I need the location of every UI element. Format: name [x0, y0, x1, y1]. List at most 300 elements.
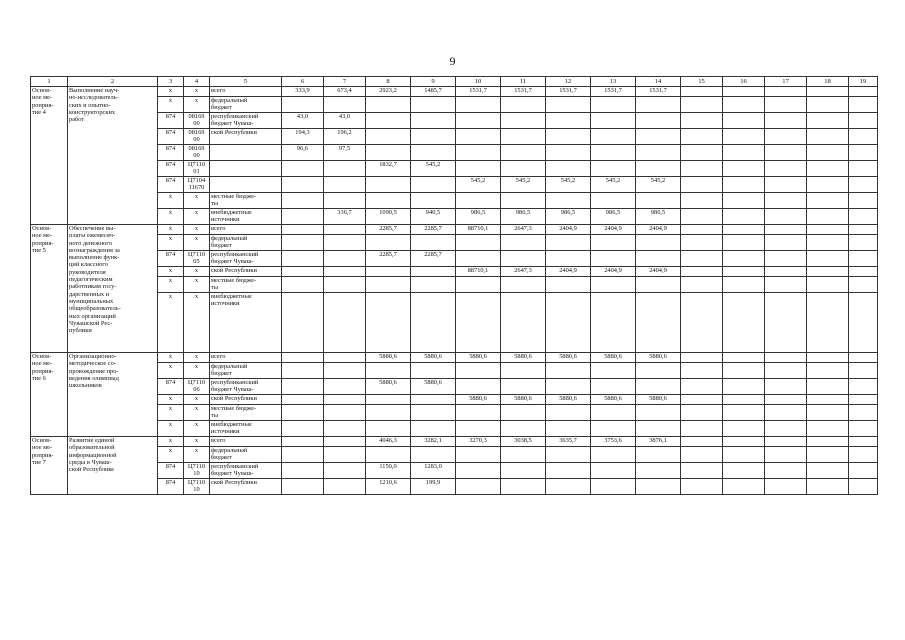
- amount-cell: [765, 235, 807, 251]
- activity-description-cell: Выполнение науч- но-исследователь- ских и опытно- конструкторских работ: [68, 87, 158, 225]
- amount-cell: [723, 251, 765, 267]
- amount-cell: [282, 437, 324, 447]
- column-number-cell: 6: [282, 77, 324, 87]
- target-code-cell: Ц7110 10: [184, 479, 210, 495]
- amount-cell: [324, 97, 366, 113]
- amount-cell: [723, 129, 765, 145]
- activity-number-cell: Основ- ное ме- роприя- тие 4: [31, 87, 68, 225]
- target-code-cell: Ц7110 06: [184, 379, 210, 395]
- amount-cell: [324, 277, 366, 293]
- amount-cell: 986,5: [501, 209, 546, 225]
- amount-cell: [807, 447, 849, 463]
- amount-cell: [849, 293, 878, 353]
- page-number: 9: [449, 54, 456, 68]
- amount-cell: [456, 463, 501, 479]
- amount-cell: [765, 87, 807, 97]
- ministry-code-cell: x: [158, 421, 184, 437]
- amount-cell: 5880,6: [501, 353, 546, 363]
- amount-cell: [456, 447, 501, 463]
- table-row: [31, 363, 878, 379]
- amount-cell: [282, 209, 324, 225]
- amount-cell: [681, 177, 723, 193]
- amount-cell: [807, 129, 849, 145]
- amount-cell: 1485,7: [411, 87, 456, 97]
- amount-cell: [807, 177, 849, 193]
- ministry-code-cell: x: [158, 193, 184, 209]
- amount-cell: [366, 267, 411, 277]
- amount-cell: [723, 405, 765, 421]
- amount-cell: [456, 277, 501, 293]
- amount-cell: [546, 479, 591, 495]
- amount-cell: [849, 405, 878, 421]
- amount-cell: [723, 235, 765, 251]
- amount-cell: [849, 437, 878, 447]
- amount-cell: [546, 235, 591, 251]
- ministry-code-cell: 874: [158, 129, 184, 145]
- ministry-code-cell: x: [158, 235, 184, 251]
- amount-cell: 5880,6: [501, 395, 546, 405]
- amount-cell: [366, 129, 411, 145]
- amount-cell: 43,0: [282, 113, 324, 129]
- amount-cell: [723, 225, 765, 235]
- amount-cell: [591, 405, 636, 421]
- amount-cell: [849, 421, 878, 437]
- amount-cell: [501, 235, 546, 251]
- amount-cell: [807, 113, 849, 129]
- table-row: [31, 209, 878, 225]
- amount-cell: [591, 463, 636, 479]
- amount-cell: [456, 479, 501, 495]
- amount-cell: [546, 145, 591, 161]
- amount-cell: [765, 267, 807, 277]
- amount-cell: [681, 379, 723, 395]
- amount-cell: 545,2: [636, 177, 681, 193]
- amount-cell: [546, 363, 591, 379]
- amount-cell: [849, 251, 878, 267]
- amount-cell: [411, 193, 456, 209]
- funding-source-cell: ской Республики: [210, 267, 282, 277]
- amount-cell: [324, 379, 366, 395]
- ministry-code-cell: x: [158, 395, 184, 405]
- amount-cell: [546, 193, 591, 209]
- amount-cell: 2404,9: [591, 267, 636, 277]
- table-row: [31, 447, 878, 463]
- amount-cell: [456, 145, 501, 161]
- amount-cell: [681, 405, 723, 421]
- amount-cell: [636, 145, 681, 161]
- table-row: [31, 293, 878, 353]
- column-number-cell: 3: [158, 77, 184, 87]
- amount-cell: 96,6: [282, 145, 324, 161]
- amount-cell: [456, 379, 501, 395]
- amount-cell: [366, 421, 411, 437]
- activity-description-cell: Обеспечение вы- платы ежемесяч- ного денежного вознаграждения за выполнение функ- ций классного руководителя педагогическим работникам госу- дарственных и муниципальных общеобразователь- ных организаций Чувашской Рес- публики: [68, 225, 158, 353]
- amount-cell: [765, 421, 807, 437]
- amount-cell: [282, 267, 324, 277]
- table-row: [31, 193, 878, 209]
- target-code-cell: x: [184, 87, 210, 97]
- amount-cell: 545,2: [501, 177, 546, 193]
- amount-cell: [456, 129, 501, 145]
- target-code-cell: x: [184, 395, 210, 405]
- target-code-cell: x: [184, 293, 210, 353]
- amount-cell: [591, 421, 636, 437]
- amount-cell: [282, 395, 324, 405]
- amount-cell: [411, 145, 456, 161]
- amount-cell: 2404,9: [591, 225, 636, 235]
- target-code-cell: x: [184, 209, 210, 225]
- amount-cell: [546, 447, 591, 463]
- amount-cell: [591, 293, 636, 353]
- ministry-code-cell: 874: [158, 379, 184, 395]
- amount-cell: [282, 97, 324, 113]
- amount-cell: 97,5: [324, 145, 366, 161]
- amount-cell: [366, 235, 411, 251]
- amount-cell: [636, 479, 681, 495]
- target-code-cell: Ц7110 05: [184, 251, 210, 267]
- amount-cell: [681, 129, 723, 145]
- table-row: [31, 405, 878, 421]
- amount-cell: 5880,6: [636, 395, 681, 405]
- amount-cell: [411, 267, 456, 277]
- amount-cell: 1531,7: [636, 87, 681, 97]
- amount-cell: [849, 177, 878, 193]
- amount-cell: 5880,6: [411, 353, 456, 363]
- funding-source-cell: федеральный бюджет: [210, 363, 282, 379]
- amount-cell: 5880,6: [591, 395, 636, 405]
- table-row: [31, 225, 878, 235]
- amount-cell: [324, 267, 366, 277]
- amount-cell: [366, 97, 411, 113]
- amount-cell: [411, 177, 456, 193]
- amount-cell: [282, 293, 324, 353]
- amount-cell: 3038,5: [501, 437, 546, 447]
- amount-cell: [723, 479, 765, 495]
- amount-cell: [849, 161, 878, 177]
- amount-cell: [501, 421, 546, 437]
- amount-cell: [636, 129, 681, 145]
- amount-cell: [546, 251, 591, 267]
- amount-cell: 1531,7: [546, 87, 591, 97]
- amount-cell: [723, 353, 765, 363]
- amount-cell: [807, 209, 849, 225]
- amount-cell: [411, 293, 456, 353]
- column-number-cell: 18: [807, 77, 849, 87]
- amount-cell: [723, 87, 765, 97]
- amount-cell: [765, 129, 807, 145]
- amount-cell: [324, 251, 366, 267]
- amount-cell: [807, 161, 849, 177]
- target-code-cell: Ц7110 10: [184, 463, 210, 479]
- activity-description-cell: Организационно- методическое со- провождение про- ведения олимпиад школьников: [68, 353, 158, 437]
- amount-cell: [849, 209, 878, 225]
- column-number-cell: 12: [546, 77, 591, 87]
- amount-cell: [681, 235, 723, 251]
- amount-cell: [723, 209, 765, 225]
- activity-number-cell: Основ- ное ме- роприя- тие 6: [31, 353, 68, 437]
- amount-cell: [591, 97, 636, 113]
- ministry-code-cell: x: [158, 437, 184, 447]
- amount-cell: [723, 145, 765, 161]
- amount-cell: [807, 251, 849, 267]
- amount-cell: [807, 235, 849, 251]
- amount-cell: [849, 267, 878, 277]
- amount-cell: [282, 353, 324, 363]
- amount-cell: [681, 353, 723, 363]
- amount-cell: [282, 235, 324, 251]
- amount-cell: [324, 161, 366, 177]
- funding-source-cell: ской Республики: [210, 395, 282, 405]
- amount-cell: [501, 129, 546, 145]
- target-code-cell: Ц7110 01: [184, 161, 210, 177]
- activity-description-cell: Развитие единой образовательной информационной среды в Чуваш- ской Республике: [68, 437, 158, 495]
- amount-cell: [591, 277, 636, 293]
- funding-source-cell: всего: [210, 225, 282, 235]
- amount-cell: [324, 177, 366, 193]
- ministry-code-cell: x: [158, 277, 184, 293]
- amount-cell: [723, 267, 765, 277]
- funding-source-cell: ской Республики: [210, 129, 282, 145]
- funding-source-cell: [210, 145, 282, 161]
- amount-cell: [324, 293, 366, 353]
- amount-cell: [807, 97, 849, 113]
- funding-source-cell: внебюджетные источники: [210, 209, 282, 225]
- amount-cell: [411, 363, 456, 379]
- funding-source-cell: республиканский бюджет Чуваш-: [210, 463, 282, 479]
- amount-cell: 2404,9: [636, 225, 681, 235]
- amount-cell: 2647,3: [501, 225, 546, 235]
- amount-cell: [456, 363, 501, 379]
- amount-cell: [723, 437, 765, 447]
- amount-cell: [681, 193, 723, 209]
- funding-source-cell: местные бюдже- ты: [210, 193, 282, 209]
- table-row: [31, 353, 878, 363]
- amount-cell: [681, 447, 723, 463]
- table-row: [31, 145, 878, 161]
- amount-cell: [765, 225, 807, 235]
- amount-cell: [765, 251, 807, 267]
- amount-cell: [723, 293, 765, 353]
- amount-cell: [324, 395, 366, 405]
- amount-cell: 1283,0: [411, 463, 456, 479]
- activity-number-cell: Основ- ное ме- роприя- тие 7: [31, 437, 68, 495]
- amount-cell: [849, 235, 878, 251]
- amount-cell: [849, 479, 878, 495]
- amount-cell: [366, 177, 411, 193]
- amount-cell: [765, 437, 807, 447]
- amount-cell: [591, 113, 636, 129]
- amount-cell: 5880,6: [456, 353, 501, 363]
- amount-cell: [324, 235, 366, 251]
- amount-cell: [282, 379, 324, 395]
- amount-cell: 194,3: [282, 129, 324, 145]
- column-number-cell: 5: [210, 77, 282, 87]
- amount-cell: [324, 225, 366, 235]
- ministry-code-cell: 874: [158, 161, 184, 177]
- amount-cell: [765, 113, 807, 129]
- target-code-cell: x: [184, 277, 210, 293]
- amount-cell: [366, 363, 411, 379]
- amount-cell: [681, 395, 723, 405]
- amount-cell: 986,5: [456, 209, 501, 225]
- amount-cell: [411, 277, 456, 293]
- amount-cell: [411, 129, 456, 145]
- target-code-cell: x: [184, 363, 210, 379]
- amount-cell: 3753,6: [591, 437, 636, 447]
- amount-cell: 2404,9: [546, 267, 591, 277]
- amount-cell: [636, 293, 681, 353]
- amount-cell: [501, 97, 546, 113]
- table-row: [31, 277, 878, 293]
- amount-cell: [636, 363, 681, 379]
- amount-cell: [849, 447, 878, 463]
- ministry-code-cell: x: [158, 225, 184, 235]
- target-code-cell: x: [184, 447, 210, 463]
- amount-cell: 545,2: [411, 161, 456, 177]
- amount-cell: [324, 437, 366, 447]
- column-number-cell: 4: [184, 77, 210, 87]
- amount-cell: [765, 161, 807, 177]
- target-code-cell: 08169 00: [184, 113, 210, 129]
- amount-cell: [324, 421, 366, 437]
- column-number-cell: 19: [849, 77, 878, 87]
- amount-cell: [636, 193, 681, 209]
- amount-cell: [546, 113, 591, 129]
- amount-cell: [546, 293, 591, 353]
- amount-cell: 5880,6: [591, 353, 636, 363]
- funding-source-cell: [210, 177, 282, 193]
- amount-cell: [681, 113, 723, 129]
- amount-cell: [849, 87, 878, 97]
- amount-cell: 3876,1: [636, 437, 681, 447]
- table-row: [31, 379, 878, 395]
- amount-cell: [807, 405, 849, 421]
- amount-cell: [681, 463, 723, 479]
- amount-cell: [282, 161, 324, 177]
- amount-cell: [282, 363, 324, 379]
- amount-cell: [849, 353, 878, 363]
- activity-number-cell: Основ- ное ме- роприя- тие 5: [31, 225, 68, 353]
- column-number-cell: 2: [68, 77, 158, 87]
- table-row: [31, 129, 878, 145]
- column-number-cell: 9: [411, 77, 456, 87]
- amount-cell: [807, 193, 849, 209]
- amount-cell: [411, 97, 456, 113]
- amount-cell: [636, 379, 681, 395]
- table-row: [31, 235, 878, 251]
- funding-source-cell: федеральный бюджет: [210, 97, 282, 113]
- ministry-code-cell: 874: [158, 177, 184, 193]
- table-row: [31, 437, 878, 447]
- amount-cell: [546, 129, 591, 145]
- table-row: [31, 113, 878, 129]
- amount-cell: [591, 129, 636, 145]
- target-code-cell: x: [184, 225, 210, 235]
- column-number-cell: 13: [591, 77, 636, 87]
- amount-cell: [591, 193, 636, 209]
- amount-cell: 3270,3: [456, 437, 501, 447]
- amount-cell: 88710,1: [456, 225, 501, 235]
- amount-cell: 545,2: [546, 177, 591, 193]
- amount-cell: [591, 379, 636, 395]
- ministry-code-cell: x: [158, 293, 184, 353]
- amount-cell: [765, 177, 807, 193]
- amount-cell: [501, 405, 546, 421]
- amount-cell: [501, 479, 546, 495]
- amount-cell: [636, 161, 681, 177]
- amount-cell: [636, 97, 681, 113]
- amount-cell: [591, 447, 636, 463]
- amount-cell: [849, 463, 878, 479]
- amount-cell: 986,5: [636, 209, 681, 225]
- amount-cell: 2285,7: [366, 251, 411, 267]
- amount-cell: 333,9: [282, 87, 324, 97]
- amount-cell: [765, 293, 807, 353]
- amount-cell: 2285,7: [411, 251, 456, 267]
- amount-cell: [456, 251, 501, 267]
- target-code-cell: x: [184, 193, 210, 209]
- amount-cell: 2923,2: [366, 87, 411, 97]
- amount-cell: [501, 251, 546, 267]
- target-code-cell: x: [184, 437, 210, 447]
- amount-cell: 2404,9: [636, 267, 681, 277]
- amount-cell: [765, 447, 807, 463]
- amount-cell: [282, 447, 324, 463]
- amount-cell: [807, 293, 849, 353]
- table-row: [31, 251, 878, 267]
- amount-cell: [456, 161, 501, 177]
- amount-cell: [546, 161, 591, 177]
- amount-cell: 545,2: [591, 177, 636, 193]
- amount-cell: [411, 235, 456, 251]
- amount-cell: [765, 145, 807, 161]
- amount-cell: [324, 405, 366, 421]
- amount-cell: [765, 353, 807, 363]
- column-number-cell: 10: [456, 77, 501, 87]
- amount-cell: [636, 251, 681, 267]
- funding-source-cell: местные бюдже- ты: [210, 405, 282, 421]
- amount-cell: [723, 161, 765, 177]
- target-code-cell: x: [184, 405, 210, 421]
- amount-cell: [681, 97, 723, 113]
- amount-cell: [282, 421, 324, 437]
- amount-cell: [807, 277, 849, 293]
- amount-cell: [681, 363, 723, 379]
- amount-cell: 1150,0: [366, 463, 411, 479]
- funding-source-cell: республиканский бюджет Чуваш-: [210, 379, 282, 395]
- table-row: [31, 97, 878, 113]
- column-number-cell: 17: [765, 77, 807, 87]
- amount-cell: 5880,6: [636, 353, 681, 363]
- amount-cell: [765, 405, 807, 421]
- amount-cell: [807, 225, 849, 235]
- ministry-code-cell: x: [158, 447, 184, 463]
- amount-cell: [723, 97, 765, 113]
- amount-cell: [849, 145, 878, 161]
- table-row: [31, 267, 878, 277]
- amount-cell: [636, 405, 681, 421]
- amount-cell: [324, 447, 366, 463]
- amount-cell: 1531,7: [591, 87, 636, 97]
- amount-cell: 1832,7: [366, 161, 411, 177]
- ministry-code-cell: x: [158, 405, 184, 421]
- table-row: [31, 395, 878, 405]
- amount-cell: [411, 447, 456, 463]
- amount-cell: [591, 479, 636, 495]
- ministry-code-cell: x: [158, 363, 184, 379]
- amount-cell: [324, 363, 366, 379]
- column-number-cell: 15: [681, 77, 723, 87]
